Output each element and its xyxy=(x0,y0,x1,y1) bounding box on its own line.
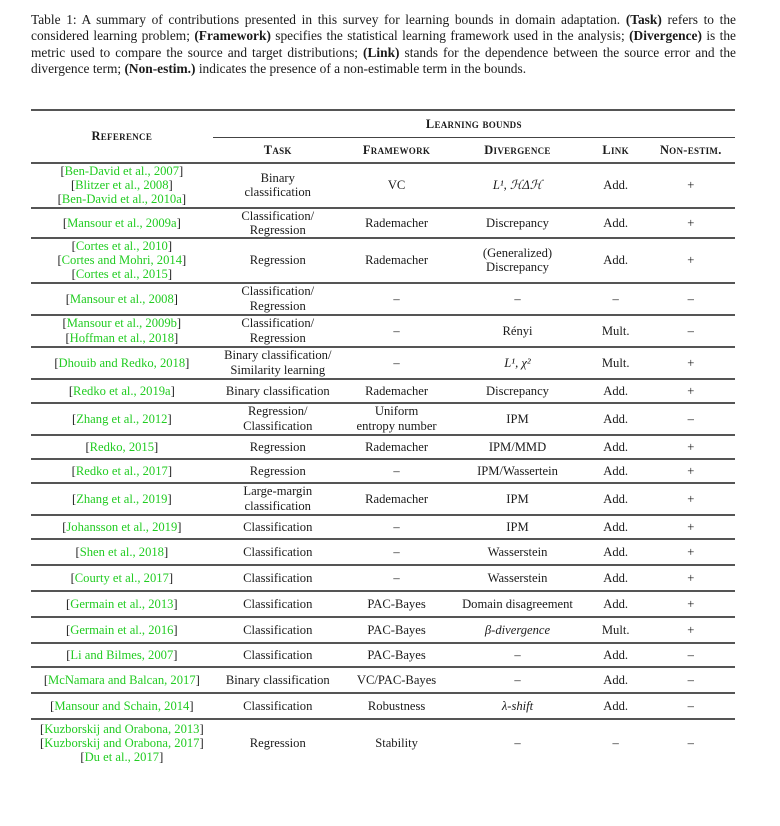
reference-cell xyxy=(31,693,213,719)
citation: [Zhang et al., 2019] xyxy=(71,491,172,506)
divergence-cell xyxy=(450,163,584,208)
non-estim-cell: – xyxy=(687,291,694,306)
citation: [Zhang et al., 2012] xyxy=(71,411,172,426)
link-cell: Add. xyxy=(603,596,629,611)
framework-cell-line: – xyxy=(393,291,400,306)
divergence-cell-line: Wasserstein xyxy=(487,544,548,559)
non-estim-cell: + xyxy=(687,463,695,478)
reference-cell xyxy=(31,667,213,693)
framework-cell xyxy=(343,617,450,643)
divergence-cell xyxy=(450,283,584,315)
caption-text: stands for the dependence between the source error and the divergence term; xyxy=(31,44,736,76)
task-cell xyxy=(213,591,343,617)
task-cell-line: Classification/ xyxy=(241,208,315,223)
header-link: Link xyxy=(602,142,629,157)
citation: [Shen et al., 2018] xyxy=(75,544,169,559)
task-cell-line: Classification/ xyxy=(241,316,315,331)
table-row xyxy=(31,347,735,379)
non-estim-cell: + xyxy=(687,253,695,268)
divergence-cell xyxy=(450,435,584,459)
table-row xyxy=(31,238,735,283)
table-row xyxy=(31,617,735,643)
reference-cell xyxy=(31,238,213,283)
divergence-cell-line: – xyxy=(514,291,521,306)
task-cell xyxy=(213,459,343,483)
link-cell: Mult. xyxy=(601,622,630,637)
task-cell xyxy=(213,539,343,565)
table-caption xyxy=(31,12,736,77)
citation-link[interactable]: Cortes et al., 2015 xyxy=(75,267,168,282)
reference-cell xyxy=(31,403,213,435)
link-cell: Add. xyxy=(603,178,629,193)
non-estim-cell: + xyxy=(687,355,695,370)
framework-cell xyxy=(343,208,450,238)
citation-link[interactable]: Mansour et al., 2008 xyxy=(69,291,174,306)
divergence-cell-line: Discrepancy xyxy=(486,215,549,230)
divergence-cell-line: IPM xyxy=(506,491,529,506)
non-estim-cell: + xyxy=(687,215,695,230)
framework-cell-line: PAC-Bayes xyxy=(367,622,426,637)
link-cell: – xyxy=(612,291,619,306)
citation: [Mansour and Schain, 2014] xyxy=(50,698,194,713)
table-row xyxy=(31,283,735,315)
header-learning-bounds: Learning bounds xyxy=(213,111,735,138)
reference-cell xyxy=(31,565,213,591)
task-cell-line: Classification xyxy=(243,519,313,534)
task-cell xyxy=(213,667,343,693)
task-cell xyxy=(213,403,343,435)
divergence-cell-line: L¹, χ² xyxy=(504,355,531,370)
framework-cell-line: VC xyxy=(387,178,406,193)
framework-cell xyxy=(343,565,450,591)
reference-cell xyxy=(31,379,213,403)
citation-link[interactable]: Hoffman et al., 2018 xyxy=(69,330,174,345)
framework-cell-line: Rademacher xyxy=(365,383,429,398)
citation: [Cortes et al., 2010] xyxy=(71,239,173,254)
task-cell xyxy=(213,719,343,767)
link-cell: Add. xyxy=(603,570,629,585)
divergence-cell xyxy=(450,208,584,238)
task-cell-line: Classification/ xyxy=(241,284,315,299)
framework-cell-line: Stability xyxy=(375,736,418,751)
non-estim-cell: + xyxy=(687,519,695,534)
reference-cell xyxy=(31,347,213,379)
framework-cell-line: Uniform xyxy=(374,404,419,419)
framework-cell-line: – xyxy=(393,323,400,338)
task-cell-line: Similarity learning xyxy=(230,362,326,377)
task-cell xyxy=(213,163,343,208)
task-cell-line: Regression/ xyxy=(248,404,308,419)
divergence-cell xyxy=(450,643,584,667)
link-cell: Add. xyxy=(603,411,629,426)
reference-cell xyxy=(31,163,213,208)
table-row xyxy=(31,208,735,238)
table-row xyxy=(31,403,735,435)
citation: [Redko et al., 2019a] xyxy=(68,383,175,398)
task-cell xyxy=(213,238,343,283)
framework-cell-line: Robustness xyxy=(367,698,426,713)
citation-link[interactable]: Germain et al., 2013 xyxy=(70,596,174,611)
citation-link[interactable]: Blitzer et al., 2008 xyxy=(75,178,169,193)
divergence-cell-line: Wasserstein xyxy=(487,570,548,585)
citation-link[interactable]: Cortes and Mohri, 2014 xyxy=(61,253,182,268)
task-cell-line: Classification xyxy=(243,544,313,559)
divergence-cell xyxy=(450,315,584,347)
non-estim-cell: + xyxy=(687,596,695,611)
framework-cell xyxy=(343,591,450,617)
citation: [Redko, 2015] xyxy=(85,439,159,454)
citation: [Mansour et al., 2008] xyxy=(65,291,178,306)
task-cell xyxy=(213,379,343,403)
task-cell-line: Regression xyxy=(249,439,306,454)
citation-link[interactable]: Mansour and Schain, 2014 xyxy=(54,698,190,713)
citation: [Kuzborskij and Orabona, 2017] xyxy=(39,736,204,751)
citation-link[interactable]: Zhang et al., 2019 xyxy=(76,491,168,506)
task-cell-line: Binary xyxy=(260,171,295,186)
citation-link[interactable]: Du et al., 2017 xyxy=(84,750,160,765)
table-row xyxy=(31,163,735,208)
divergence-cell xyxy=(450,347,584,379)
citation: [Blitzer et al., 2008] xyxy=(70,178,173,193)
citation-link[interactable]: Ben-David et al., 2010a xyxy=(61,192,182,207)
divergence-cell-line: Discrepancy xyxy=(486,383,549,398)
citation-link[interactable]: McNamara and Balcan, 2017 xyxy=(48,672,196,687)
divergence-cell xyxy=(450,515,584,539)
divergence-cell-line: IPM xyxy=(506,519,529,534)
table-row xyxy=(31,591,735,617)
task-cell-line: Large-margin xyxy=(243,484,313,499)
task-cell-line: Binary classification xyxy=(225,672,330,687)
citation: [Ben-David et al., 2007] xyxy=(60,164,184,178)
citation: [Germain et al., 2016] xyxy=(66,622,178,637)
reference-cell xyxy=(31,591,213,617)
link-cell: Add. xyxy=(603,544,629,559)
framework-cell-line: – xyxy=(393,544,400,559)
divergence-cell-line: λ-shift xyxy=(501,698,534,713)
framework-cell-line: – xyxy=(393,570,400,585)
link-cell: Add. xyxy=(603,215,629,230)
task-cell-line: Regression xyxy=(249,222,306,237)
citation: [McNamara and Balcan, 2017] xyxy=(43,672,200,687)
citation: [Mansour et al., 2009b] xyxy=(62,316,182,331)
framework-cell-line: VC/PAC-Bayes xyxy=(356,672,437,687)
task-cell-line: Classification xyxy=(243,698,313,713)
reference-cell xyxy=(31,719,213,767)
citation: [Cortes et al., 2015] xyxy=(71,267,173,282)
caption-term-divergence: (Divergence) xyxy=(629,28,702,44)
non-estim-cell: + xyxy=(687,178,695,193)
table-body xyxy=(31,163,735,767)
citation-link[interactable]: Shen et al., 2018 xyxy=(79,544,164,559)
link-cell: Add. xyxy=(603,463,629,478)
table-row xyxy=(31,719,735,767)
citation-link[interactable]: Germain et al., 2016 xyxy=(70,622,174,637)
task-cell xyxy=(213,515,343,539)
reference-cell xyxy=(31,459,213,483)
citation-link[interactable]: Kuzborskij and Orabona, 2013 xyxy=(44,721,200,736)
link-cell: Mult. xyxy=(601,323,630,338)
non-estim-cell: + xyxy=(687,491,695,506)
divergence-cell-line: Rényi xyxy=(502,323,533,338)
table-row xyxy=(31,643,735,667)
link-cell: Mult. xyxy=(601,355,630,370)
link-cell: Add. xyxy=(603,672,629,687)
framework-cell xyxy=(343,315,450,347)
divergence-cell xyxy=(450,667,584,693)
non-estim-cell: – xyxy=(687,698,694,713)
non-estim-cell: – xyxy=(687,647,694,662)
task-cell-line: Classification xyxy=(243,570,313,585)
task-cell xyxy=(213,617,343,643)
citation-link[interactable]: Johansson et al., 2019 xyxy=(66,519,178,534)
non-estim-cell: – xyxy=(687,736,694,751)
citation-link[interactable]: Redko et al., 2017 xyxy=(75,463,168,478)
reference-cell xyxy=(31,515,213,539)
divergence-cell xyxy=(450,591,584,617)
citation-link[interactable]: Courty et al., 2017 xyxy=(74,570,169,585)
header-reference: Reference xyxy=(91,129,153,144)
framework-cell xyxy=(343,403,450,435)
citation-link[interactable]: Cortes et al., 2010 xyxy=(75,239,168,254)
caption-text: refers to the considered learning problem; xyxy=(31,12,737,44)
divergence-cell xyxy=(450,459,584,483)
header-framework: Framework xyxy=(362,142,431,157)
divergence-cell-line: IPM/Wassertein xyxy=(477,463,558,478)
divergence-cell xyxy=(450,238,584,283)
caption-text: specifies the statistical learning framework used in the analysis; xyxy=(270,28,630,44)
non-estim-cell: – xyxy=(687,323,694,338)
non-estim-cell: + xyxy=(687,544,695,559)
task-cell-line: Classification xyxy=(243,647,313,662)
citation: [Dhouib and Redko, 2018] xyxy=(54,355,190,370)
task-cell xyxy=(213,693,343,719)
task-cell xyxy=(213,643,343,667)
framework-cell-line: entropy number xyxy=(356,418,437,433)
non-estim-cell: + xyxy=(687,439,695,454)
divergence-cell-line: IPM/MMD xyxy=(488,439,547,454)
framework-cell xyxy=(343,347,450,379)
reference-cell xyxy=(31,617,213,643)
table-row xyxy=(31,379,735,403)
link-cell: Add. xyxy=(603,383,629,398)
table-row xyxy=(31,315,735,347)
framework-cell-line: – xyxy=(393,355,400,370)
header-divergence: Divergence xyxy=(484,142,551,157)
divergence-cell-line: Discrepancy xyxy=(486,260,549,275)
framework-cell xyxy=(343,693,450,719)
table-row xyxy=(31,435,735,459)
framework-cell-line: PAC-Bayes xyxy=(367,647,426,662)
task-cell xyxy=(213,347,343,379)
table-row xyxy=(31,693,735,719)
caption-text: indicates the presence of a non-estimable term in the bounds. xyxy=(195,60,527,76)
reference-cell xyxy=(31,208,213,238)
caption-term-link: (Link) xyxy=(363,44,400,60)
task-cell-line: classification xyxy=(244,185,311,200)
citation-link[interactable]: Kuzborskij and Orabona, 2017 xyxy=(44,736,200,751)
framework-cell-line: Rademacher xyxy=(365,215,429,230)
reference-cell xyxy=(31,539,213,565)
reference-cell xyxy=(31,315,213,347)
reference-cell xyxy=(31,643,213,667)
citation: [Li and Bilmes, 2007] xyxy=(66,647,178,662)
framework-cell xyxy=(343,459,450,483)
link-cell: – xyxy=(612,736,619,751)
divergence-cell-line: β-divergence xyxy=(484,622,551,637)
caption-term-task: (Task) xyxy=(625,12,662,27)
framework-cell xyxy=(343,539,450,565)
task-cell-line: Classification xyxy=(243,418,313,433)
link-cell: Add. xyxy=(603,519,629,534)
task-cell-line: classification xyxy=(244,498,311,513)
citation: [Cortes and Mohri, 2014] xyxy=(57,253,187,268)
citation: [Redko et al., 2017] xyxy=(71,463,173,478)
task-cell-line: Regression xyxy=(249,298,306,313)
task-cell-line: Classification xyxy=(243,622,313,637)
divergence-cell-line: – xyxy=(514,647,521,662)
citation-link[interactable]: Mansour et al., 2009a xyxy=(67,215,177,230)
citation-link[interactable]: Dhouib and Redko, 2018 xyxy=(58,355,186,370)
framework-cell xyxy=(343,283,450,315)
framework-cell xyxy=(343,643,450,667)
link-cell: Add. xyxy=(603,698,629,713)
divergence-cell-line: L¹, ℋΔℋ xyxy=(492,178,543,193)
task-cell xyxy=(213,435,343,459)
task-cell-line: Binary classification/ xyxy=(224,348,332,363)
citation: [Mansour et al., 2009a] xyxy=(62,215,181,230)
framework-cell-line: – xyxy=(393,463,400,478)
divergence-cell-line: – xyxy=(514,736,521,751)
divergence-cell-line: IPM xyxy=(506,411,529,426)
framework-cell-line: – xyxy=(393,519,400,534)
link-cell: Add. xyxy=(603,439,629,454)
task-cell-line: Binary classification xyxy=(225,383,330,398)
citation: [Courty et al., 2017] xyxy=(70,570,174,585)
caption-term-nonestim: (Non-estim.) xyxy=(124,60,196,76)
table-row xyxy=(31,515,735,539)
caption-term-framework: (Framework) xyxy=(194,28,271,44)
task-cell xyxy=(213,315,343,347)
framework-cell xyxy=(343,515,450,539)
framework-cell xyxy=(343,483,450,515)
divergence-cell xyxy=(450,565,584,591)
divergence-cell xyxy=(450,403,584,435)
framework-cell-line: PAC-Bayes xyxy=(367,596,426,611)
divergence-cell xyxy=(450,483,584,515)
citation-link[interactable]: Mansour et al., 2009b xyxy=(66,316,177,331)
reference-cell xyxy=(31,483,213,515)
non-estim-cell: + xyxy=(687,570,695,585)
framework-cell-line: Rademacher xyxy=(365,253,429,268)
divergence-cell-line: – xyxy=(514,672,521,687)
task-cell xyxy=(213,208,343,238)
citation-link[interactable]: Ben-David et al., 2007 xyxy=(64,164,180,178)
framework-cell xyxy=(343,667,450,693)
caption-text: is the metric used to compare the source and target distributions; xyxy=(31,28,736,60)
reference-cell xyxy=(31,283,213,315)
divergence-cell xyxy=(450,719,584,767)
citation: [Du et al., 2017] xyxy=(80,750,164,765)
task-cell-line: Classification xyxy=(243,596,313,611)
task-cell-line: Regression xyxy=(249,463,306,478)
citation-link[interactable]: Redko et al., 2019a xyxy=(73,383,171,398)
table-row xyxy=(31,483,735,515)
divergence-cell xyxy=(450,379,584,403)
non-estim-cell: – xyxy=(687,672,694,687)
divergence-cell xyxy=(450,539,584,565)
framework-cell xyxy=(343,238,450,283)
non-estim-cell: + xyxy=(687,622,695,637)
framework-cell-line: Rademacher xyxy=(365,439,429,454)
table-row xyxy=(31,667,735,693)
non-estim-cell: – xyxy=(687,411,694,426)
citation-link[interactable]: Redko, 2015 xyxy=(89,439,155,454)
reference-cell xyxy=(31,435,213,459)
non-estim-cell: + xyxy=(687,383,695,398)
task-cell-line: Regression xyxy=(249,253,306,268)
link-cell: Add. xyxy=(603,647,629,662)
table-header xyxy=(31,110,735,163)
citation-link[interactable]: Zhang et al., 2012 xyxy=(76,411,168,426)
citation: [Ben-David et al., 2010a] xyxy=(57,192,187,207)
divergence-cell-line: Domain disagreement xyxy=(462,596,573,611)
framework-cell xyxy=(343,379,450,403)
caption-prefix: Table 1: A summary of contributions presented in this survey for learning bounds in domain adaptation. xyxy=(31,12,621,27)
citation: [Johansson et al., 2019] xyxy=(62,519,182,534)
divergence-cell xyxy=(450,617,584,643)
citation: [Kuzborskij and Orabona, 2013] xyxy=(39,721,204,736)
framework-cell xyxy=(343,163,450,208)
link-cell: Add. xyxy=(603,491,629,506)
header-non-estim: Non-estim. xyxy=(659,142,722,157)
table-row xyxy=(31,565,735,591)
learning-bounds-table xyxy=(31,109,735,767)
task-cell xyxy=(213,565,343,591)
framework-cell-line: Rademacher xyxy=(365,491,429,506)
task-cell-line: Regression xyxy=(249,736,306,751)
link-cell: Add. xyxy=(603,253,629,268)
header-task: Task xyxy=(263,142,292,157)
citation-link[interactable]: Li and Bilmes, 2007 xyxy=(70,647,174,662)
divergence-cell-line: (Generalized) xyxy=(482,246,553,261)
framework-cell xyxy=(343,435,450,459)
framework-cell xyxy=(343,719,450,767)
task-cell-line: Regression xyxy=(249,330,306,345)
table-row xyxy=(31,539,735,565)
task-cell xyxy=(213,483,343,515)
table-row xyxy=(31,459,735,483)
citation: [Hoffman et al., 2018] xyxy=(65,330,179,345)
citation: [Germain et al., 2013] xyxy=(66,596,178,611)
divergence-cell xyxy=(450,693,584,719)
task-cell xyxy=(213,283,343,315)
